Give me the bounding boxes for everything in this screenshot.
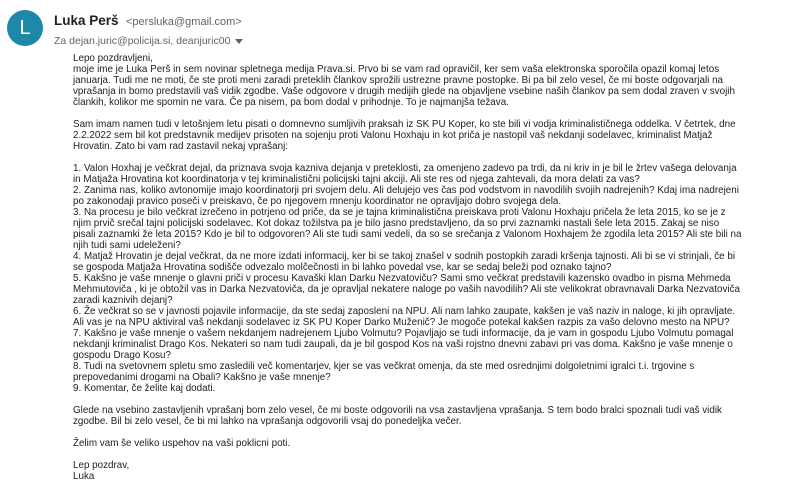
intro-paragraph: moje ime je Luka Perš in sem novinar spletnega medija Prava.si. Prvo bi se vam rad opravičil, ker sem vaša elektronska sporočila opazil komaj letos januarja. Tudi me ne moti, če ste proti meni zaradi preteklih člankov sprožili ustrezne pravne postopke. Bi pa bil zelo vesel, če mi boste odgovarjali na vprašanja in bomo predstavili vaš vidik zgodbe. Vaše odgovore v drugih medijih glede na objavljene vsebine naših člankov pa sem dodal zraven v svojih člankih, kolikor me spomin ne vara. Če pa nisem, pa bom dodal v prihodnje. To je najmanjša težava. [73, 64, 735, 108]
context-paragraph: Sam imam namen tudi v letošnjem letu pisati o domnevno sumljivih praksah iz SK PU Koper, ko ste bili vi vodja kriminalističnega oddelka. V četrtek, dne 2.2.2022 sem bil kot predstavnik medijev prisoten na sojenju proti Valonu Hoxhaju in kot priča je nastopil vaš nekdanji sodelavec, kriminalist Matjaž Hrovatin. Zato bi vam rad zastavil nekaj vprašanj: [73, 119, 736, 152]
question-1: 1. Valon Hoxhaj je večkrat dejal, da priznava svoja kazniva dejanja v preteklosti, za omenjeno zadevo pa trdi, da ni kriv in je bil le žrtev vašega delovanja in Matjaža Hrovatina kot koordinatorja v tej kriminalistični policijski tajni akciji. Ali ste res od njega zahtevali, da mora delati za vas? [73, 163, 737, 185]
message-header [54, 12, 243, 47]
recipients-text: Za dejan.juric@policija.si, deanjuric00 [54, 35, 231, 47]
question-2: 2. Zanima nas, koliko avtonomije imajo koordinatorji pri svojem delu. Ali delujejo ves čas pod vodstvom in navodilih svojih nadrejenih? Kdaj ima nadrejeni po zakonodaji pravico poseči v preiskavo, če po njegovem mnenju koordinator ne opravljajo dobro svojega dela. [73, 185, 739, 207]
chevron-down-icon[interactable] [235, 39, 243, 44]
spacer [73, 427, 779, 438]
message-body [73, 53, 779, 482]
request-paragraph: Glede na vsebino zastavljenih vprašanj bom zelo vesel, če mi boste odgovorili na vsa zastavljena vprašanja. S tem bodo bralci spoznali tudi vaš vidik zgodbe. Bil bi zelo vesel, če bi mi lahko na vprašanja odgovorili vsaj do ponedeljka večer. [73, 405, 722, 427]
sender-line [54, 12, 243, 30]
recipients-line[interactable] [54, 35, 243, 47]
greeting: Lepo pozdravljeni, [73, 53, 153, 64]
question-9: 9. Komentar, če želite kaj dodati. [73, 383, 216, 394]
signature: Lep pozdrav, Luka [73, 460, 130, 482]
question-4: 4. Matjaž Hrovatin je dejal večkrat, da ne more izdati informacij, ker bi se takoj znašel v sodnih postopkih zaradi kršenja tajnosti. Ali bi se vi strinjali, če bi se gospoda Matjaža Hrovatina sodišče odvezalo molčečnosti in bi lahko povedal vse, kar se sedaj beleži pod oznako tajno? [73, 251, 736, 273]
question-6: 6. Že večkrat so se v javnosti pojavile informacije, da ste sedaj zaposleni na NPU. Ali nam lahko zaupate, kakšen je vaš naziv in naloge, ki jih opravljate. Ali vas je na NPU aktiviral vaš nekdanji sodelavec iz SK PU Koper Darko Muženič? Je mogoče potekal kakšen razpis za vašo delovno mesto na NPU? [73, 306, 736, 328]
question-3: 3. Na procesu je bilo večkrat izrečeno in potrjeno od priče, da se je tajna kriminalistična preiskava proti Valonu Hoxhaju pričela že leta 2015, ko se je z njim prvič srečal tajni policijski sodelavec. Kot dokaz tožilstva pa je bilo jasno predstavljeno, da so prvi zaznamki nastali šele leta 2015. Zakaj se niso pisali zaznamki že leta 2015? Kdo je bil to odgovoren? Ali ste tudi sami vedeli, da so se srečanja z Valonom Hoxhajem že zgodila leta 2015? Ali ste bili na njih tudi sami udeleženi? [73, 207, 742, 251]
question-7: 7. Kakšno je vaše mnenje o vašem nekdanjem nadrejenem Ljubo Volmutu? Pojavljajo se tudi informacije, da je vam in gospodu Ljubo Volmutu pomagal nekdanji kriminalist Drago Kos. Nekateri so nam tudi zaupali, da je bil gospod Kos na vaši rojstno dnevni zabavi pri vas doma. Kakšno je vaše mnenje o gospodu Drago Kosu? [73, 328, 734, 361]
question-5: 5. Kakšno je vaše mnenje o glavni priči v procesu Kavaški klan Darku Nezvatoviču? Sami smo večkrat predstavili kazensko ovadbo in pisma Mehmeda Mehmutoviča , ki je obtožil vas in Darka Nezvatoviča, da je opravljal nekatere naloge po vaših navodilih? Ali ste velikokrat obravnavali Darka Nezvatoviča zaradi kaznivih dejanj? [73, 273, 740, 306]
avatar[interactable]: L [7, 10, 43, 46]
sender-name[interactable]: Luka Perš [54, 13, 119, 28]
wishes-paragraph: Želim vam še veliko uspehov na vaši poklicni poti. [73, 438, 291, 449]
spacer [73, 108, 779, 119]
sender-email: <persluka@gmail.com> [126, 16, 242, 28]
spacer [73, 152, 779, 163]
spacer [73, 449, 779, 460]
spacer [73, 394, 779, 405]
question-8: 8. Tudi na svetovnem spletu smo zasledili več komentarjev, kjer se vas večkrat omenja, da ste med osrednjimi dolgoletnimi igralci t.i. trgovine s prepovedanimi drogami na Obali? Kakšno je vaše mnenje? [73, 361, 695, 383]
